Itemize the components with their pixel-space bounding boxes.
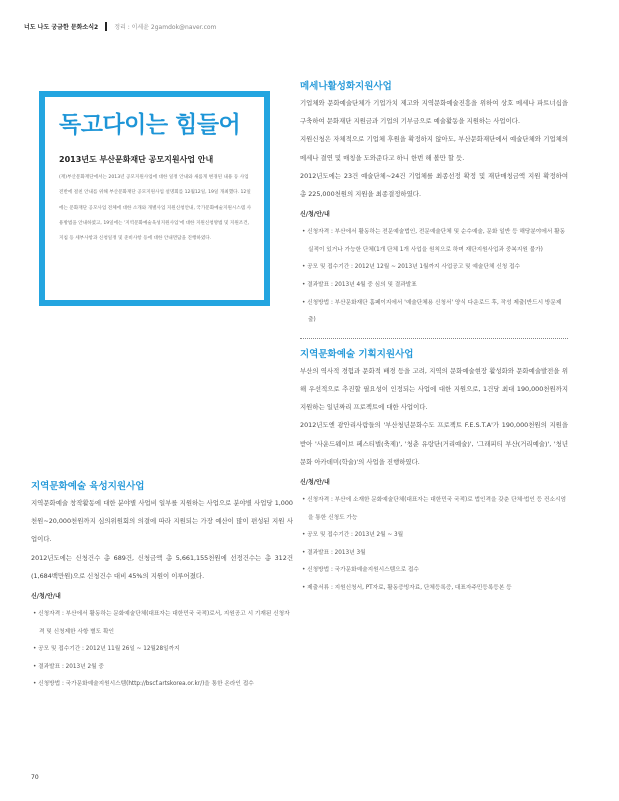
series-title: 너도 나도 궁금한 문화소식2 (24, 23, 99, 31)
intro-box (39, 91, 270, 306)
regional-info-label: 신/청/안/내 (300, 479, 330, 486)
growth-info-label: 신/청/안/내 (31, 593, 61, 601)
regional-bullet: • 제출서류 : 지원신청서, PT자료, 활동증빙자료, 단체등록증, 대표자주민등록등본 등 (302, 584, 512, 591)
growth-title: 지역문화예술 육성지원사업 (31, 481, 145, 492)
regional-bullet: • 공모 및 접수기간 : 2013년 2월 ~ 3월 (302, 532, 404, 539)
mecenat-para-3: 2012년도에는 23건 예술단체~24건 기업체를 최종선정 확정 및 재단매칭금액 지원 확정하여 총 225,000천원의 지원을 최종결정하였다. (300, 171, 568, 199)
header-divider (105, 22, 107, 31)
mecenat-para-1: 기업체와 문화예술단체가 기업가치 제고와 지역문화예술진흥을 위하여 상호 메세나 파트너십을 구축하여 문화재단 지원금과 기업의 기부금으로 예술활동을 지원하는 사업이다. (300, 99, 568, 126)
left-column (31, 480, 293, 694)
header-credit: 정리 : 이세윤 2gamdok@naver.com (114, 23, 217, 31)
regional-para-1: 부산의 역사적 경험과 문화적 배경 등을 고려, 지역의 문화예술현장 활성화와 문화예술발전을 위해 우선적으로 추진할 필요성이 인정되는 사업에 대한 지원으로, 1건당 최대 190,000천원까지 지원하는 일년짜리 프로젝트에 대한 사업이다. (300, 366, 568, 412)
intro-subtitle: 2013년도 부산문화재단 공모지원사업 안내 (59, 155, 214, 164)
growth-bullet: • 결과발표 : 2013년 2월 중 (33, 663, 104, 670)
regional-bullet: • 결과발표 : 2013년 3월 (302, 549, 366, 556)
mecenat-title: 메세나활성화지원사업 (300, 81, 392, 92)
mecenat-bullet: • 결과발표 : 2013년 4월 중 심의 및 결과발표 (302, 282, 417, 288)
regional-para-2: 2012년도엔 광안리사람들의 '부산청년문화수도 프로젝트 F.E.S.T.A'가 190,000천원의 지원을 받아 '사운드웨이브 페스티벌(축제)', '청춘 유랑단(거리예술)', '그래피티 부산(거리예술)', '청년문화 아카데미(학술)'의 사업을 진행하였다. (300, 421, 568, 466)
regional-bullet: • 신청방법 : 국가문화예술지원시스템으로 접수 (302, 567, 419, 574)
mecenat-bullet: • 신청방법 : 부산문화재단 홈페이지에서 '예술단체용 신청서' 양식 다운로드 후, 작성 제출(반드시 방문제출) (302, 299, 562, 324)
regional-title: 지역문화예술 기획지원사업 (300, 348, 414, 360)
growth-para-2: 2012년도에는 신청건수 총 689건, 신청금액 총 5,661,155천원에 선정건수는 총 312건(1,684백만원)으로 신청건수 대비 45%의 지원이 이루어졌다. (31, 553, 293, 580)
section-divider (300, 338, 568, 339)
mecenat-para-2: 지원신청은 자체적으로 기업체 후원을 확정하지 않아도, 부산문화재단에서 예술단체와 기업체의 메세나 결연 및 매칭을 도와준다고 하니 한번 해 볼만 할 듯. (300, 135, 568, 162)
growth-para-1: 지역문화예술 창작활동에 대한 분야별 사업비 일부를 지원하는 사업으로 분야별 사업당 1,000천원~20,000천원까지 심의위원회의 의결에 따라 지원되는 가장 예산이 많이 편성된 지원 사업이다. (31, 499, 293, 544)
mecenat-bullet: • 신청자격 : 부산에서 활동하는 전문예술법인, 전문예술단체 및 순수예술, 문화 일반 등 해당분야에서 활동실적이 있거나 가능한 단체(1개 단체 1개 사업을 원칙으로 하며 재단지원사업과 중복지원 불가) (302, 229, 566, 253)
running-header (24, 20, 216, 32)
growth-bullet: • 신청자격 : 부산에서 활동하는 문화예술단체(대표자는 대한민국 국적)로서, 지원공고 시 기재된 신청자격 및 신청제한 사항 별도 확인 (33, 611, 290, 635)
page-number: 70 (31, 774, 39, 781)
right-column (300, 80, 568, 598)
regional-bullet: • 신청자격 : 부산에 소재한 문화예술단체(대표자는 대한민국 국적)로 법인격을 갖춘 단체·법인 등 컨소시엄을 통한 신청도 가능 (302, 497, 566, 521)
growth-bullet: • 공모 및 접수기간 : 2012년 11월 26일 ~ 12월28일까지 (33, 646, 180, 653)
growth-bullet: • 신청방법 : 국가문화예술지원시스템(http://bscf.artskorea.or.kr/)을 통한 온라인 접수 (33, 681, 254, 688)
intro-body: (재)부산문화재단에서는 2013년 공모지원사업에 대한 일정 안내와 새롭게 변경된 내용 등 사업 전반에 걸친 안내를 위해 부산문화재단 공모지원사업 설명회를 12월12일, 19일 개최했다. 12일에는 문화재단 공모사업 전체에 대한 소개와 개별사업 지원신청안내, 국가문화예술지원시스템 사용방법을 안내하였고, 19일에는 '지역문화예술육성지원사업'에 대한 지원신청방법 및 지원조건, 지침 등 세부사항과 신청일정 및 준비사항 등에 대한 안내면담을 진행하였다. (59, 175, 252, 242)
intro-title: 독고다이는 힘들어 (59, 112, 241, 138)
mecenat-bullet: • 공모 및 접수기간 : 2012년 12월 ~ 2013년 1월까지 사업공고 및 예술단체 신청 접수 (302, 264, 520, 271)
mecenat-info-label: 신/청/안/내 (300, 211, 330, 219)
